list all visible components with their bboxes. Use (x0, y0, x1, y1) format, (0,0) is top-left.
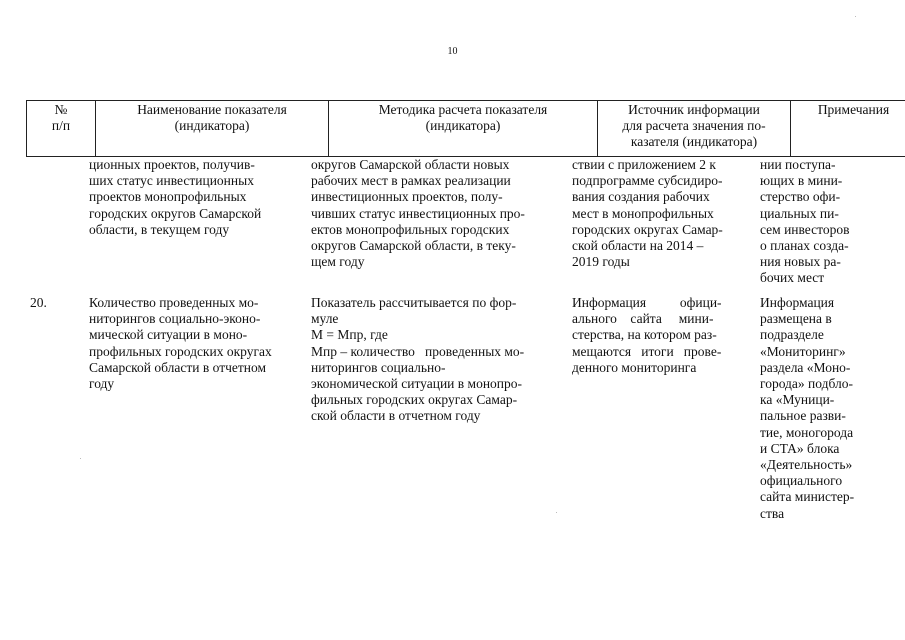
table-header-row (27, 101, 905, 157)
scan-speck (80, 458, 81, 459)
header-num: № п/п (27, 101, 96, 157)
table-header (26, 100, 905, 157)
row1-notes: нии поступа- ющих в мини- стерство офи- циальных пи- сем инвесторов о планах созда- ния новых ра- бочих мест (760, 157, 850, 286)
header-method: Методика расчета показателя (индикатора) (329, 101, 598, 157)
header-notes: Примечания (791, 101, 905, 157)
page-number: 10 (447, 46, 458, 57)
header-source: Источник информации для расчета значения по- казателя (индикатора) (598, 101, 791, 157)
row2-num: 20. (30, 295, 47, 310)
row1-name: ционных проектов, получив- ших статус инвестиционных проектов монопрофильных городских округов Самарской области, в текущем году (89, 157, 262, 237)
row2-notes: Информация размещена в подразделе «Мониторинг» раздела «Моно- города» подбло- ка «Муници- пальное разви- тие, моногорода и СТА» блока «Деятельность» официального сайта министер- ства (760, 295, 855, 521)
scan-speck (855, 16, 856, 17)
scan-speck (556, 512, 557, 513)
row2-source: Информация офици- ального сайта мини- стерства, на котором раз- мещаются итоги прове- денного мониторинга (572, 295, 722, 375)
row2-name: Количество проведенных мо- ниторингов социально-эконо- мической ситуации в моно- профильных городских округах Самарской области в отчетном году (89, 295, 272, 392)
header-name: Наименование показателя (индикатора) (96, 101, 329, 157)
row2-method: Показатель рассчитывается по фор- муле М = Мпр, где Мпр – количество проведенных мо- ниторингов социально- экономической ситуации в монопро- фильных городских округах Самар- ской области в отчетном году (311, 295, 525, 424)
row1-method: округов Самарской области новых рабочих мест в рамках реализации инвестиционных проектов, полу- чивших статус инвестиционных про- ектов монопрофильных городских округов Самарской области, в теку- щем году (311, 157, 525, 270)
row1-source: ствии с приложением 2 к подпрограмме субсидиро- вания создания рабочих мест в монопрофильных городских округах Самар- ской области на 2014 – 2019 годы (572, 157, 723, 270)
